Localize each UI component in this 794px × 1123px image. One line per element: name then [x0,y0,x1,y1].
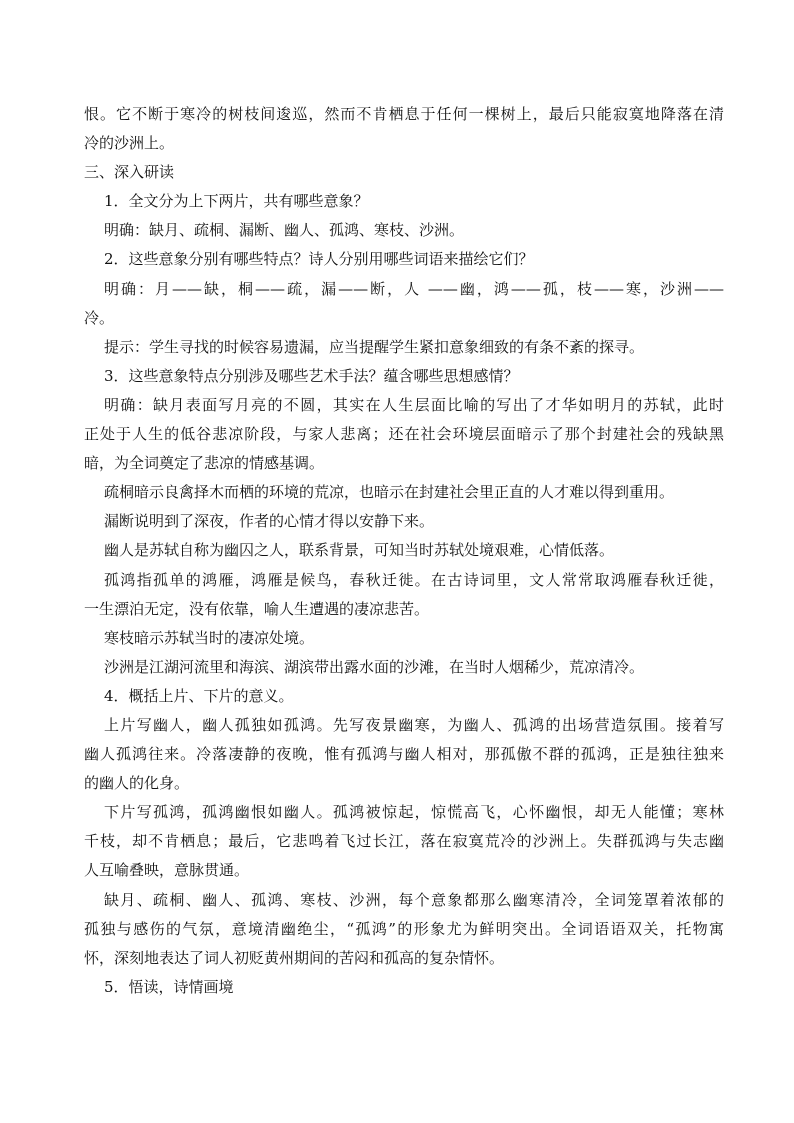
answer-line: 冷。 [84,308,115,327]
answer-line: 明确：缺月表面写月亮的不圆，其实在人生层面比喻的写出了才华如明月的苏轼，此时 [104,395,724,414]
paragraph-line: 人互喻叠映，意脉贯通。 [84,861,250,880]
answer-line: 明确：月——缺，桐——疏，漏——断，人 ——幽，鸿——孤，枝——寒，沙洲—— [104,279,724,298]
question-line: 2．这些意象分别有哪些特点？诗人分别用哪些词语来描绘它们？ [104,250,534,269]
paragraph-line: 幽人孤鸿往来。冷落凄静的夜晚，惟有孤鸿与幽人相对，那孤傲不群的孤鸿，正是独往独来 [84,745,724,764]
paragraph-line: 怀，深刻地表达了词人初贬黄州期间的苦闷和孤高的复杂情怀。 [84,948,505,967]
paragraph-line: 千枝，却不肯栖息；最后，它悲鸣着飞过长江，落在寂寞荒冷的沙洲上。失群孤鸿与失志幽 [84,832,724,851]
document-body [84,100,724,1002]
paragraph-line: 孤鸿指孤单的鸿雁，鸿雁是候鸟，春秋迁徙。在古诗词里，文人常常取鸿雁春秋迁徙， [104,570,724,589]
section-heading: 三、深入研读 [84,163,175,182]
answer-line: 正处于人生的低谷悲凉阶段，与家人悲离；还在社会环境层面暗示了那个封建社会的残缺黑 [84,425,724,444]
paragraph-line: 缺月、疏桐、幽人、孤鸿、寒枝、沙洲，每个意象都那么幽寒清冷，全词笼罩着浓郁的 [104,890,724,909]
question-line: 5．悟读，诗情画境 [104,977,234,996]
paragraph-line: 上片写幽人，幽人孤独如孤鸿。先写夜景幽寒，为幽人、孤鸿的出场营造氛围。接着写 [104,715,724,734]
paragraph-line: 下片写孤鸿，孤鸿幽恨如幽人。孤鸿被惊起，惊慌高飞，心怀幽恨，却无人能懂；寒林 [104,803,724,822]
paragraph-line: 疏桐暗示良禽择木而栖的环境的荒凉，也暗示在封建社会里正直的人才难以得到重用。 [104,483,675,502]
answer-line: 明确：缺月、疏桐、漏断、幽人、孤鸿、寒枝、沙洲。 [104,221,465,240]
paragraph-line: 孤独与感伤的气氛，意境清幽绝尘，“孤鸿”的形象尤为鲜明突出。全词语语双关，托物寓 [84,919,724,938]
text-line: 恨。它不断于寒冷的树枝间逡巡，然而不肯栖息于任何一棵树上，最后只能寂寞地降落在清 [84,105,724,123]
hint-line: 提示：学生寻找的时候容易遗漏，应当提醒学生紧扣意象细致的有条不紊的探寻。 [104,337,645,356]
answer-line: 暗，为全词奠定了悲凉的情感基调。 [84,454,325,473]
question-line: 4．概括上片、下片的意义。 [104,686,294,705]
paragraph-line: 沙洲是江湖河流里和海滨、湖滨带出露水面的沙滩，在当时人烟稀少，荒凉清冷。 [104,657,645,676]
question-line: 3．这些意象特点分别涉及哪些艺术手法？蕴含哪些思想感情？ [104,366,519,385]
paragraph-line: 一生漂泊无定，没有依靠，喻人生遭遇的凄凉悲苦。 [84,599,430,618]
paragraph-line: 漏断说明到了深夜，作者的心情才得以安静下来。 [104,512,435,531]
paragraph-line: 的幽人的化身。 [84,774,190,793]
paragraph-line: 寒枝暗示苏轼当时的凄凉处境。 [104,628,315,647]
question-line: 1．全文分为上下两片，共有哪些意象？ [104,192,369,211]
paragraph-line: 幽人是苏轼自称为幽囚之人，联系背景，可知当时苏轼处境艰难，心情低落。 [104,541,615,560]
text-line: 冷的沙洲上。 [84,134,175,153]
